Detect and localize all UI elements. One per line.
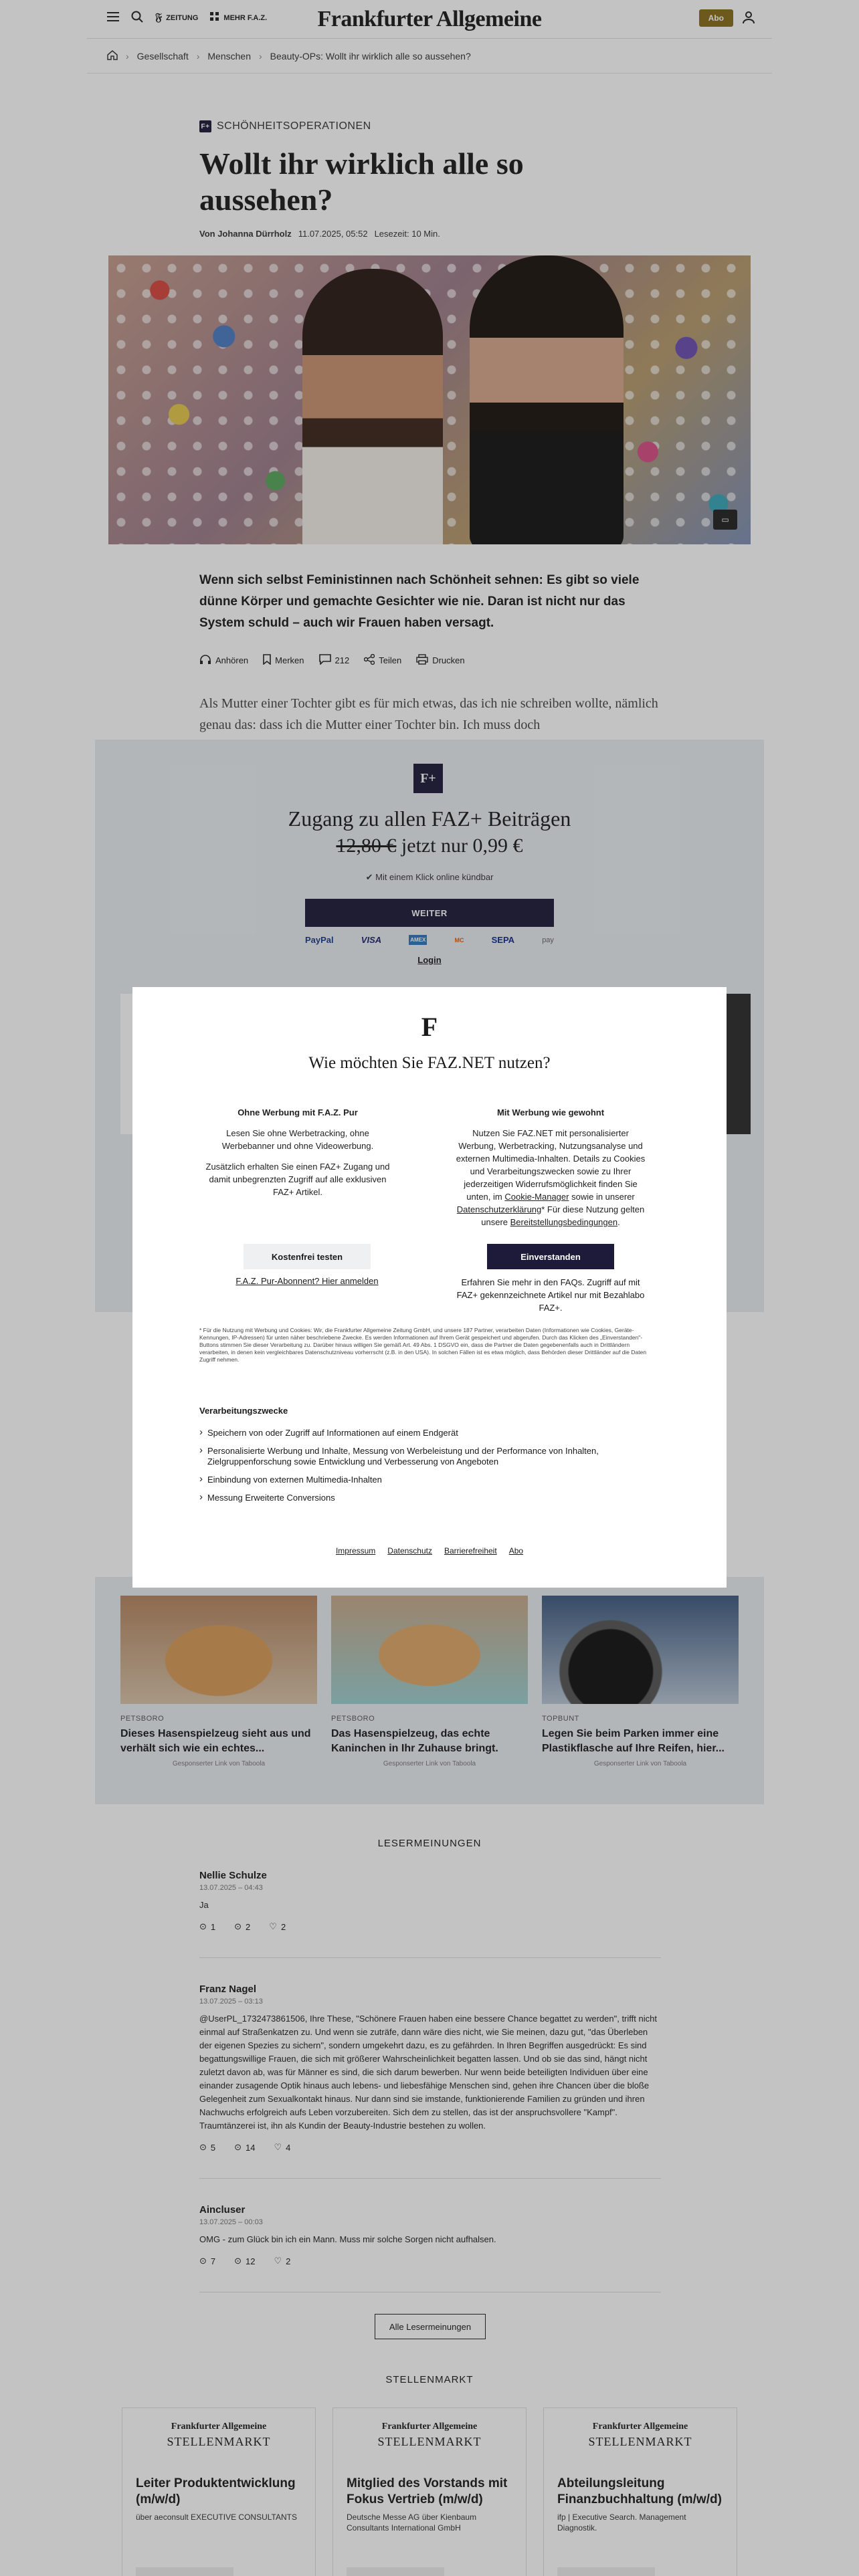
- sponsor-note: Gesponserter Link von Taboola: [172, 1760, 266, 1767]
- ads-text-c: * Für diese Nutzung gelten unsere: [481, 1204, 645, 1227]
- paywall-title: Zugang zu allen FAZ+ Beiträgen: [288, 807, 571, 831]
- pur-text-1: Lesen Sie ohne Werbetracking, ohne Werbebanner und ohne Videowerbung.: [221, 1128, 374, 1151]
- comment-text: Ja: [199, 1900, 209, 1910]
- faz-logo: F: [421, 1012, 438, 1042]
- publish-date: 11.07.2025, 05:52: [298, 229, 368, 239]
- comment-date: 13.07.2025 – 00:03: [199, 2218, 263, 2226]
- product-title: Dieses Hasenspielzeug sieht aus und verhält sich wie ein echtes...: [120, 1728, 311, 1754]
- datenschutz-link[interactable]: Datenschutz: [387, 1546, 432, 1555]
- newspaper-icon: 𝔉: [155, 11, 163, 23]
- comment-text: OMG - zum Glück bin ich ein Mann. Muss mir solche Sorgen nicht aufhalsen.: [199, 2234, 496, 2244]
- accept-button[interactable]: Einverstanden: [487, 1244, 614, 1269]
- print-label: Drucken: [432, 655, 465, 665]
- listen-label: Anhören: [215, 655, 249, 665]
- processing-purposes: [199, 1406, 661, 1511]
- stellenmarkt-heading: STELLENMARKT: [385, 2374, 474, 2385]
- comment-date: 13.07.2025 – 04:43: [199, 1884, 263, 1892]
- breadcrumb-current: Beauty-OPs: Wollt ihr wirklich alle so aussehen?: [270, 50, 471, 62]
- impressum-link[interactable]: Impressum: [335, 1546, 376, 1555]
- downvote-count: 7: [210, 2256, 216, 2266]
- article-body-start: Als Mutter einer Tochter gibt es für mich etwas, das ich nie schreiben wollte, nämlich genau das: dass ich die Mutter einer Tochter bin. Ich muss doch: [199, 696, 658, 732]
- visa-logo: VISA: [361, 935, 382, 945]
- processing-item[interactable]: › Einbindung von externen Multimedia-Inhalten: [199, 1475, 661, 1485]
- sepa-logo: SEPA: [491, 935, 515, 945]
- comment-date: 13.07.2025 – 03:13: [199, 1998, 263, 2006]
- job-logo: Frankfurter Allgemeine: [171, 2422, 267, 2432]
- consent-dialog: [132, 987, 727, 1588]
- check-icon: ✔: [365, 872, 373, 882]
- consent-option-pur: [202, 1106, 393, 1206]
- sponsor-note: Gesponserter Link von Taboola: [383, 1760, 476, 1767]
- bookmark-label: Merken: [275, 655, 304, 665]
- product-source: PETSBORO: [120, 1715, 165, 1723]
- chevron-right-icon: ›: [258, 50, 262, 62]
- processing-item[interactable]: › Messung Erweiterte Conversions: [199, 1493, 661, 1503]
- terms-link[interactable]: Bereitstellungsbedingungen: [510, 1217, 618, 1227]
- breadcrumb-gesellschaft[interactable]: Gesellschaft: [136, 50, 189, 62]
- abo-button[interactable]: Abo: [699, 9, 733, 27]
- all-comments-button[interactable]: Alle Lesermeinungen: [375, 2314, 486, 2339]
- downvote-count: 5: [210, 2142, 216, 2153]
- job-title: Abteilungsleitung Finanzbuchhaltung (m/w/d): [557, 2476, 722, 2506]
- login-link[interactable]: Login: [417, 955, 442, 965]
- arrow-up-icon: ⊙: [234, 2142, 242, 2152]
- abo-link[interactable]: Abo: [508, 1546, 524, 1555]
- job-section: STELLENMARKT: [377, 2435, 482, 2448]
- processing-item[interactable]: › Speichern von oder Zugriff auf Informationen auf einem Endgerät: [199, 1428, 661, 1438]
- breadcrumb-menschen[interactable]: Menschen: [207, 50, 251, 62]
- paywall-continue-button[interactable]: WEITER: [305, 899, 554, 927]
- privacy-policy-link[interactable]: Datenschutzerklärung: [456, 1204, 542, 1214]
- mastercard-logo: MC: [454, 936, 464, 944]
- upvote-count: 12: [246, 2256, 256, 2266]
- like-count: 4: [286, 2142, 291, 2153]
- comments-heading: LESERMEINUNGEN: [377, 1838, 482, 1849]
- ads-text-b: sowie in unserer: [571, 1192, 635, 1202]
- job-company: ifp | Executive Search. Management Diagnostik.: [557, 2512, 686, 2533]
- kicker-label: SCHÖNHEITSOPERATIONEN: [217, 120, 371, 132]
- consent-title: Wie möchten Sie FAZ.NET nutzen?: [308, 1054, 551, 1072]
- chevron-right-icon: ›: [126, 50, 129, 62]
- job-title: Leiter Produktentwicklung (m/w/d): [136, 2476, 296, 2506]
- job-title: Mitglied des Vorstands mit Fokus Vertrieb (m/w/d): [347, 2476, 508, 2506]
- job-company: über aeconsult EXECUTIVE CONSULTANTS: [136, 2512, 297, 2522]
- comment-text: @UserPL_1732473861506, Ihre These, "Schönere Frauen haben eine bessere Chance begattet zu werden", trifft nicht einmal auf Straßenkatzen zu. Und wenn sie zuträfe, dann wäre dies nicht, wie Sie meinen, dazu gut, "das Überleben der eigenen Spezies zu sichern", sondern umgekehrt dazu, es zu gefährden. In Ihren Begriffen ausgedrückt: Es sind begattungswillige Frauen, die sich mit größerer Wahrscheinlichkeit begatten lassen. Und ob sie das sind, hängt nicht zuletzt davon ab, was für Männer es sind, die sich darum bewerben. Nur wenn beide beteiligten Individuen über eine einander zusagende Optik hinaus auch lebens- und liebesfähige Menschen sind, gehen ihre Chancen über die bloße Gelegenheit zum Sexualkontakt hinaus. Nur dann sind sie imstande, funktionierende Familien zu gründen und ihren Nachwuchs erfolgreich aufs Leben vorzubereiten. Sich dem zu stellen, das ist der anspruchsvollere "Kampf". Traumtänzerei ist, ihn als Kundin der Beauty-Industrie bestehen zu wollen.: [199, 2014, 657, 2131]
- ads-text: Nutzen Sie FAZ.NET mit personalisierter Werbung, Werbetracking, Nutzungsanalyse und externen Multimedia-Inhalten. Details zu Cookies und Verarbeitungszwecken sowie zu Ihrer jederzeitigen Widerrufsmöglichkeit finden Sie unten, im Cookie-Manager sowie in unserer Datenschutzerklärung* Für diese Nutzung gelten unsere Bereitstellungsbedingungen.: [456, 1128, 646, 1227]
- comment-author[interactable]: Franz Nagel: [199, 1983, 257, 1995]
- comment-author[interactable]: Nellie Schulze: [199, 1870, 267, 1881]
- product-title: Legen Sie beim Parken immer eine Plastikflasche auf Ihre Reifen, hier...: [542, 1728, 725, 1754]
- comment-count: 212: [335, 655, 350, 665]
- paypal-logo: PayPal: [305, 935, 334, 945]
- chevron-right-icon: ›: [196, 50, 200, 62]
- pur-heading: Ohne Werbung mit F.A.Z. Pur: [237, 1107, 358, 1117]
- cookie-manager-link[interactable]: Cookie-Manager: [504, 1192, 569, 1202]
- article-title: Wollt ihr wirklich alle so aussehen?: [199, 146, 524, 217]
- heart-icon: ♡: [274, 2256, 282, 2266]
- consent-footer: [132, 1546, 727, 1555]
- cancel-note-text: Mit einem Klick online kündbar: [375, 872, 494, 882]
- arrow-down-icon: ⊙: [199, 2142, 207, 2152]
- heart-icon: ♡: [274, 2142, 282, 2152]
- downvote-count: 1: [210, 1921, 216, 1932]
- arrow-up-icon: ⊙: [234, 2256, 242, 2266]
- product-source: TOPBUNT: [542, 1715, 579, 1723]
- faz-plus-badge: F+: [199, 120, 211, 132]
- amex-logo: AMEX: [409, 935, 427, 945]
- like-count: 2: [280, 1921, 286, 1932]
- arrow-down-icon: ⊙: [199, 2256, 207, 2266]
- processing-item[interactable]: › Personalisierte Werbung und Inhalte, Messung von Werbeleistung und der Performance von Inhalten, Zielgruppenforschung sowie Entwicklung und Verbesserung von Angeboten: [199, 1446, 661, 1467]
- job-logo: Frankfurter Allgemeine: [592, 2422, 688, 2432]
- consent-fine-print: * Für die Nutzung mit Werbung und Cookies: Wir, die Frankfurter Allgemeine Zeitung GmbH, und unsere 187 Partner, verarbeiten Daten (Informationen wie Cookies, Geräte-Kennungen, IP-Adressen) für unten näher beschriebene Zwecke. Es werden Informationen auf Ihrem Gerät gespeichert und abgerufen. Durch das Klicken des „Einverstanden"-Buttons stimmen Sie dieser Verarbeitung zu. Darüber hinaus willigen Sie gemäß Art. 49 Abs. 1 DSGVO ein, dass die Partner die Daten gegebenenfalls auch in Drittländern verarbeiten, in denen kein vergleichbares Datenschutzniveau vorherrscht (z.B. in den USA). In solchen Fällen ist es etwa möglich, dass Behörden dieser Drittländer auf die Daten Zugriff nehmen.: [199, 1327, 647, 1363]
- share-label: Teilen: [379, 655, 402, 665]
- caption-icon[interactable]: ▭: [713, 510, 737, 530]
- upvote-count: 14: [246, 2142, 256, 2153]
- ads-heading: Mit Werbung wie gewohnt: [496, 1107, 605, 1117]
- mehr-faz-label: MEHR F.A.Z.: [223, 13, 268, 22]
- free-trial-button[interactable]: Kostenfrei testen: [244, 1244, 371, 1269]
- faq-note: Erfahren Sie mehr in den FAQs. Zugriff auf mit FAZ+ gekennzeichnete Artikel nur mit Bezahlabo FAZ+.: [456, 1277, 645, 1313]
- author[interactable]: Von Johanna Dürrholz: [199, 229, 292, 239]
- upvote-count: 2: [246, 1921, 251, 1932]
- processing-heading: Verarbeitungszwecke: [199, 1406, 288, 1416]
- barrierefreiheit-link[interactable]: Barrierefreiheit: [444, 1546, 497, 1555]
- like-count: 2: [286, 2256, 291, 2266]
- arrow-up-icon: ⊙: [234, 1921, 242, 1931]
- zeitung-label: ZEITUNG: [166, 13, 199, 22]
- reading-time: Lesezeit: 10 Min.: [374, 229, 440, 239]
- faz-plus-logo: F+: [413, 764, 443, 793]
- ads-text-a: Nutzen Sie FAZ.NET mit personalisierter Werbung, Werbetracking, Nutzungsanalyse und externen Multimedia-Inhalten. Details zu Cookies und Verarbeitungszwecken sowie zu Ihrer jederzeitigen Widerrufsmöglichkeit finden Sie unten, im: [456, 1128, 646, 1202]
- product-title: Das Hasenspielzeug, das echte Kaninchen in Ihr Zuhause bringt.: [331, 1728, 498, 1754]
- job-section: STELLENMARKT: [167, 2435, 271, 2448]
- job-section: STELLENMARKT: [588, 2435, 692, 2448]
- pur-text-2: Zusätzlich erhalten Sie einen FAZ+ Zugang und damit unbegrenzten Zugriff auf alle exklusiven FAZ+ Artikel.: [205, 1162, 390, 1197]
- old-price: 12,80 €: [336, 835, 397, 857]
- heart-icon: ♡: [269, 1921, 277, 1931]
- new-price: jetzt nur 0,99 €: [401, 835, 523, 857]
- product-source: PETSBORO: [331, 1715, 375, 1723]
- sponsor-note: Gesponserter Link von Taboola: [593, 1760, 687, 1767]
- arrow-down-icon: ⊙: [199, 1921, 207, 1931]
- site-logo[interactable]: Frankfurter Allgemeine: [317, 7, 542, 31]
- comment-author[interactable]: Aincluser: [199, 2204, 246, 2216]
- pay-logo: pay: [542, 936, 554, 944]
- job-company: Deutsche Messe AG über Kienbaum Consultants International GmbH: [347, 2512, 477, 2533]
- pur-login-link[interactable]: F.A.Z. Pur-Abonnent? Hier anmelden: [235, 1276, 379, 1286]
- consent-option-ads: [455, 1106, 646, 1237]
- article-lead: Wenn sich selbst Feministinnen nach Schönheit sehnen: Es gibt so viele dünne Körper und gemachte Gesichter wie nie. Daran ist nicht nur das System schuld – auch wir Frauen haben versagt.: [199, 573, 640, 630]
- job-logo: Frankfurter Allgemeine: [381, 2422, 478, 2432]
